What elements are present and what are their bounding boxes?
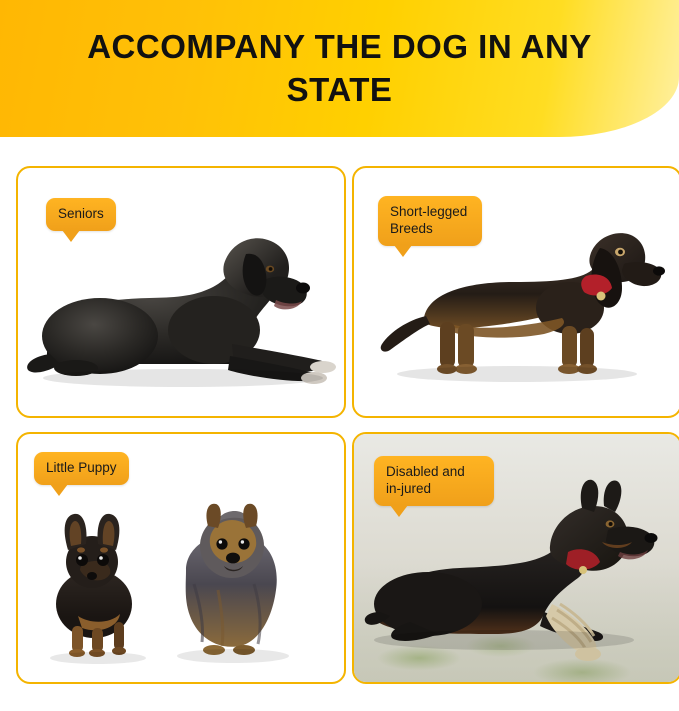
callout-short-legged-breeds: Short-legged Breeds	[378, 196, 482, 246]
panel-short-legged-breeds[interactable]	[352, 166, 679, 418]
header-banner	[0, 0, 679, 137]
callout-little-puppy: Little Puppy	[34, 452, 129, 485]
panel-little-puppy[interactable]	[16, 432, 346, 684]
callout-disabled-and-injured: Disabled and in-jured	[374, 456, 494, 506]
callout-seniors: Seniors	[46, 198, 116, 231]
panel-disabled-and-injured[interactable]	[352, 432, 679, 684]
page-title: ACCOMPANY THE DOG IN ANY STATE	[87, 28, 592, 108]
panel-grid	[0, 166, 679, 711]
panel-seniors[interactable]	[16, 166, 346, 418]
